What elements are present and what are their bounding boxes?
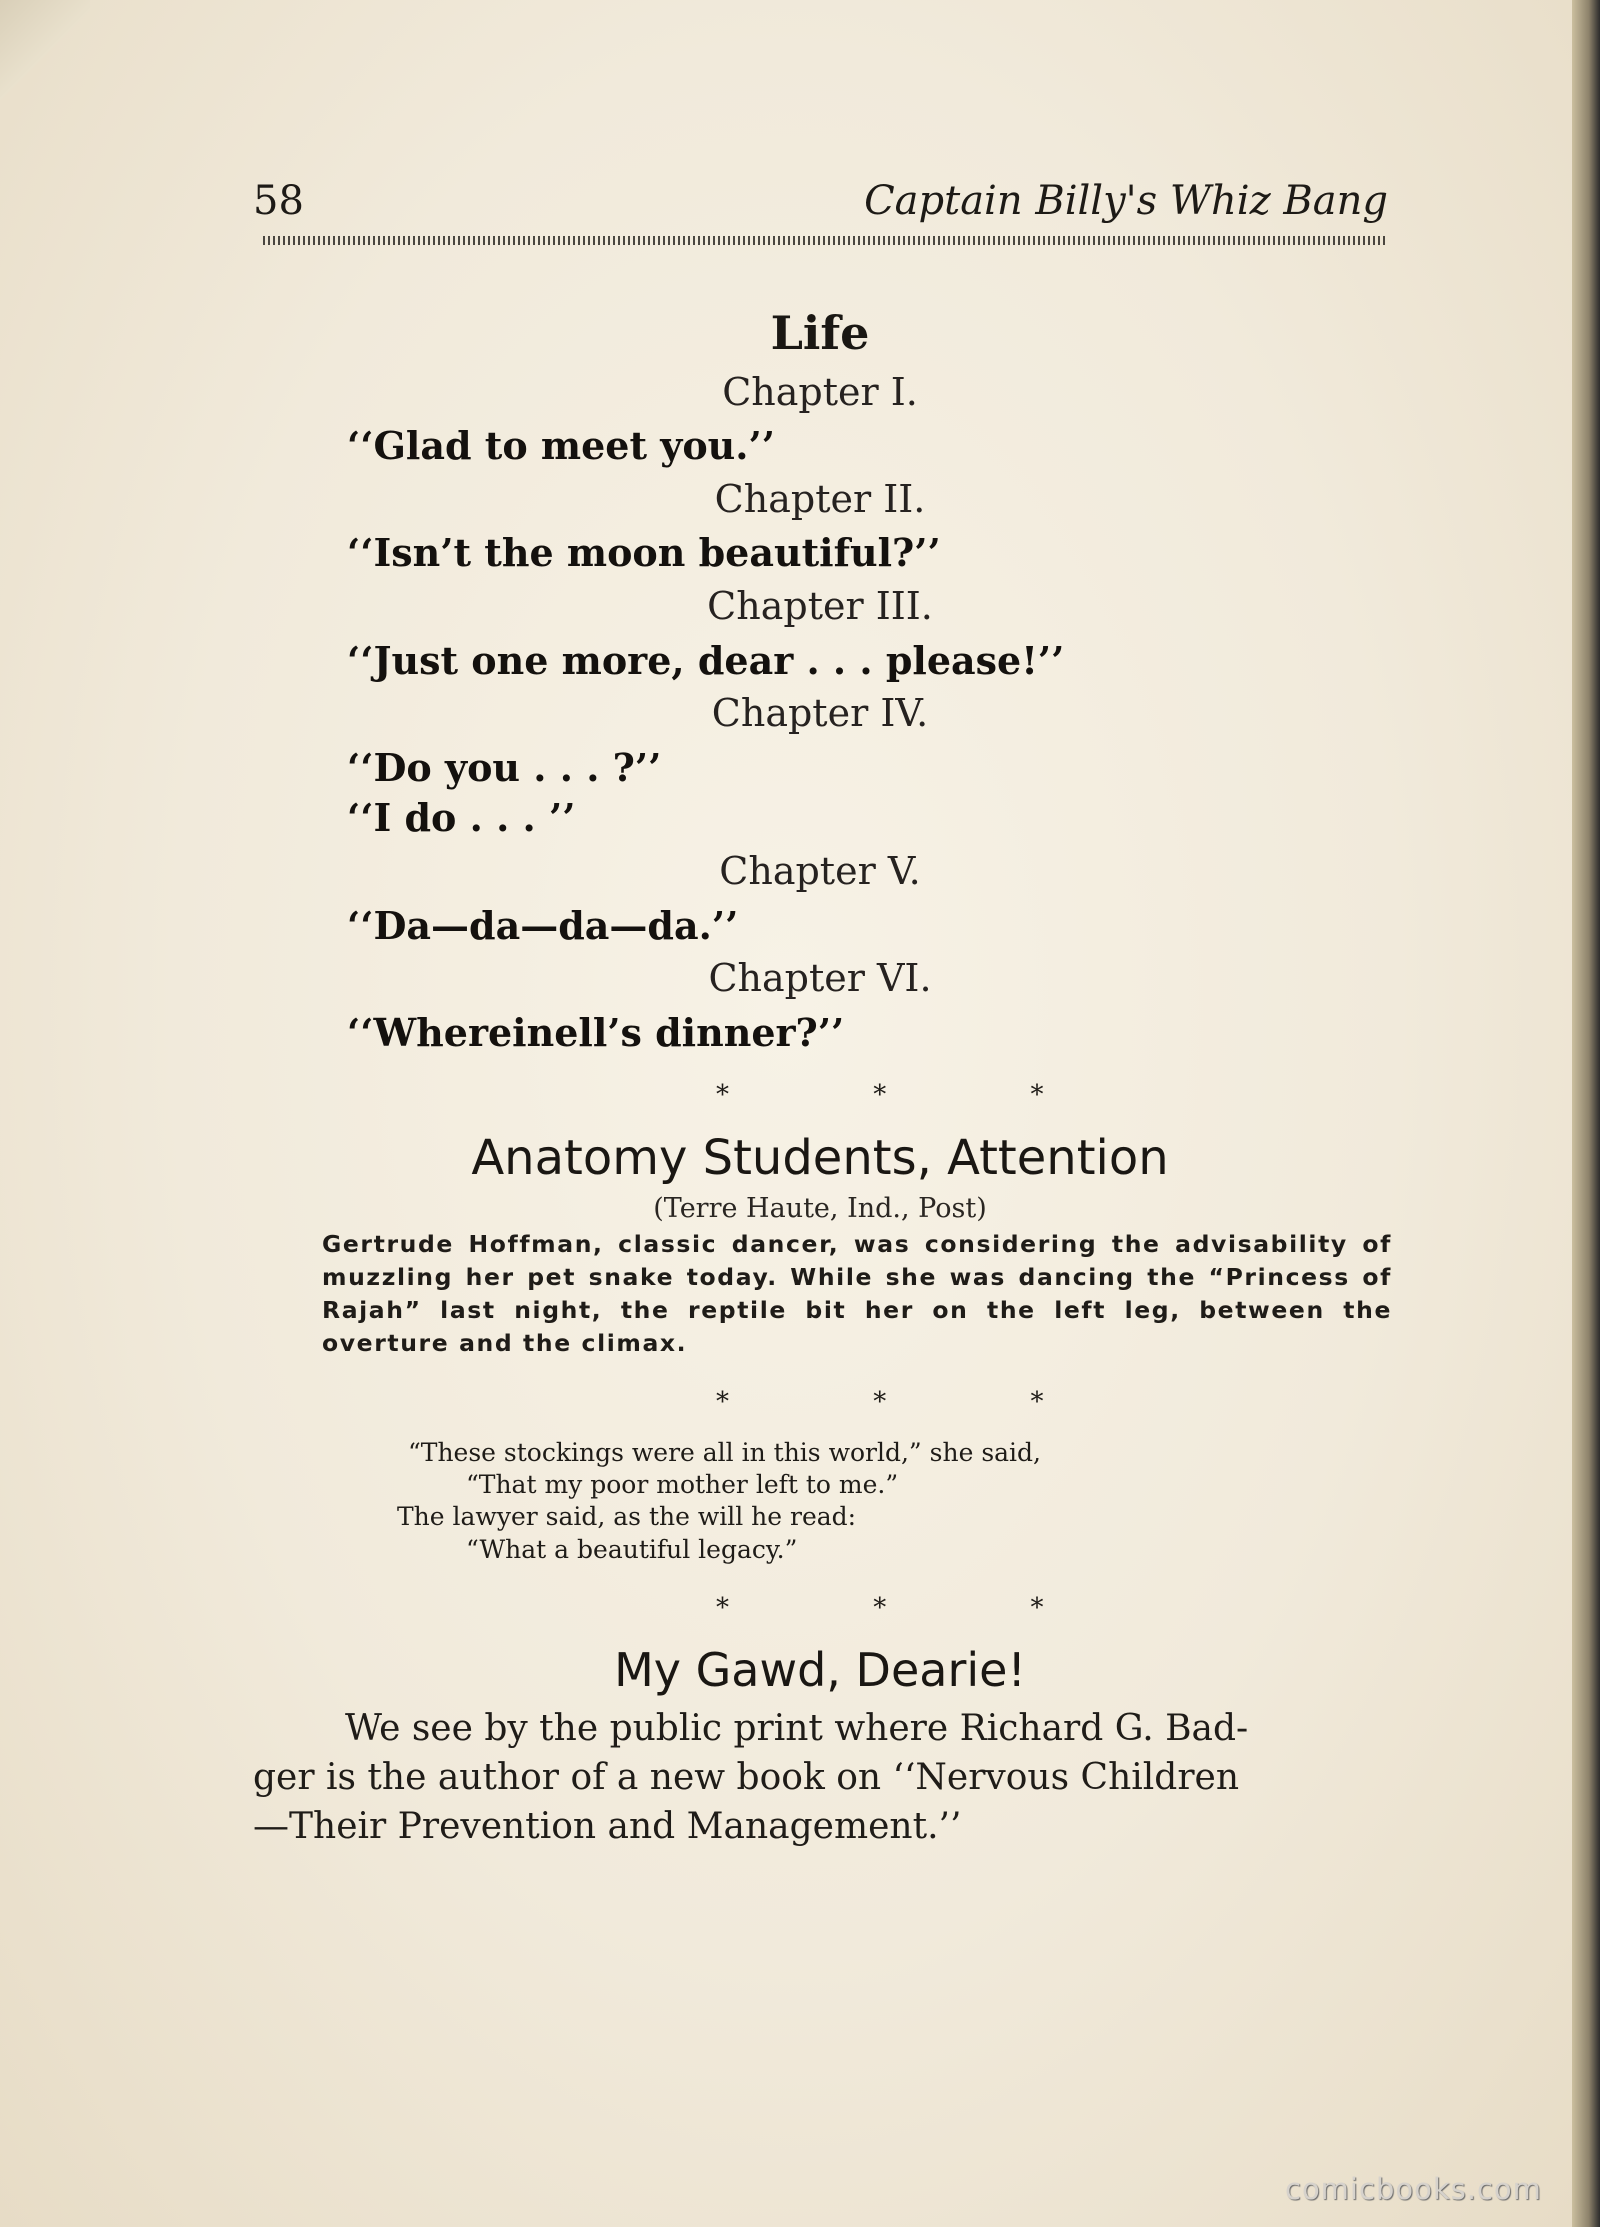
folded-corner	[0, 0, 90, 110]
chapter-line: ‘‘Whereinell’s dinner?’’	[347, 1010, 845, 1055]
gawd-paragraph	[253, 1704, 1393, 1851]
anatomy-article: Gertrude Hoffman, classic dancer, was considering the advisability of muzzling her pet snake today. While she was dancing the “Princess of Rajah” last night, the reptile bit her on the left leg, between the overture and the climax.	[322, 1230, 1392, 1357]
gawd-title: My Gawd, Dearie!	[614, 1643, 1026, 1697]
gawd-line: ger is the author of a new book on ‘‘Nervous Children	[253, 1757, 1240, 1798]
chapter-line: ‘‘Isn’t the moon beautiful?’’	[347, 530, 941, 575]
page-edge	[1572, 0, 1600, 2227]
chapter-heading: Chapter II.	[714, 477, 926, 521]
poem-line: “What a beautiful legacy.”	[466, 1535, 798, 1564]
chapter-line: ‘‘Glad to meet you.’’	[347, 423, 775, 468]
poem-line: “These stockings were all in this world,” she said,	[408, 1438, 1041, 1467]
page-number: 58	[253, 178, 304, 224]
chapter-line: ‘‘Just one more, dear . . . please!’’	[347, 638, 1065, 683]
anatomy-title: Anatomy Students, Attention	[471, 1130, 1169, 1186]
chapter-line: ‘‘I do . . . ’’	[347, 795, 576, 840]
chapter-line: ‘‘Da—da—da—da.’’	[347, 903, 739, 948]
chapter-line: ‘‘Do you . . . ?’’	[347, 745, 662, 790]
chapter-heading: Chapter III.	[707, 584, 933, 628]
gawd-line: —Their Prevention and Management.’’	[253, 1806, 962, 1847]
chapter-heading: Chapter IV.	[711, 691, 929, 735]
poem-line: The lawyer said, as the will he read:	[397, 1502, 857, 1531]
gawd-line: We see by the public print where Richard G. Bad-	[345, 1708, 1249, 1749]
section-separator: * * *	[716, 1593, 1112, 1623]
chapter-heading: Chapter V.	[719, 849, 921, 893]
section-separator: * * *	[716, 1387, 1112, 1417]
section-separator: * * *	[716, 1080, 1112, 1110]
life-title: Life	[770, 306, 870, 360]
chapter-heading: Chapter I.	[722, 370, 918, 414]
page-header	[253, 178, 1388, 230]
anatomy-source: (Terre Haute, Ind., Post)	[653, 1193, 987, 1224]
poem-line: “That my poor mother left to me.”	[466, 1470, 899, 1499]
running-title: Captain Billy's Whiz Bang	[864, 178, 1388, 224]
watermark: comicbooks.com	[1285, 2172, 1542, 2206]
chapter-heading: Chapter VI.	[708, 956, 932, 1000]
header-rule	[263, 236, 1388, 245]
